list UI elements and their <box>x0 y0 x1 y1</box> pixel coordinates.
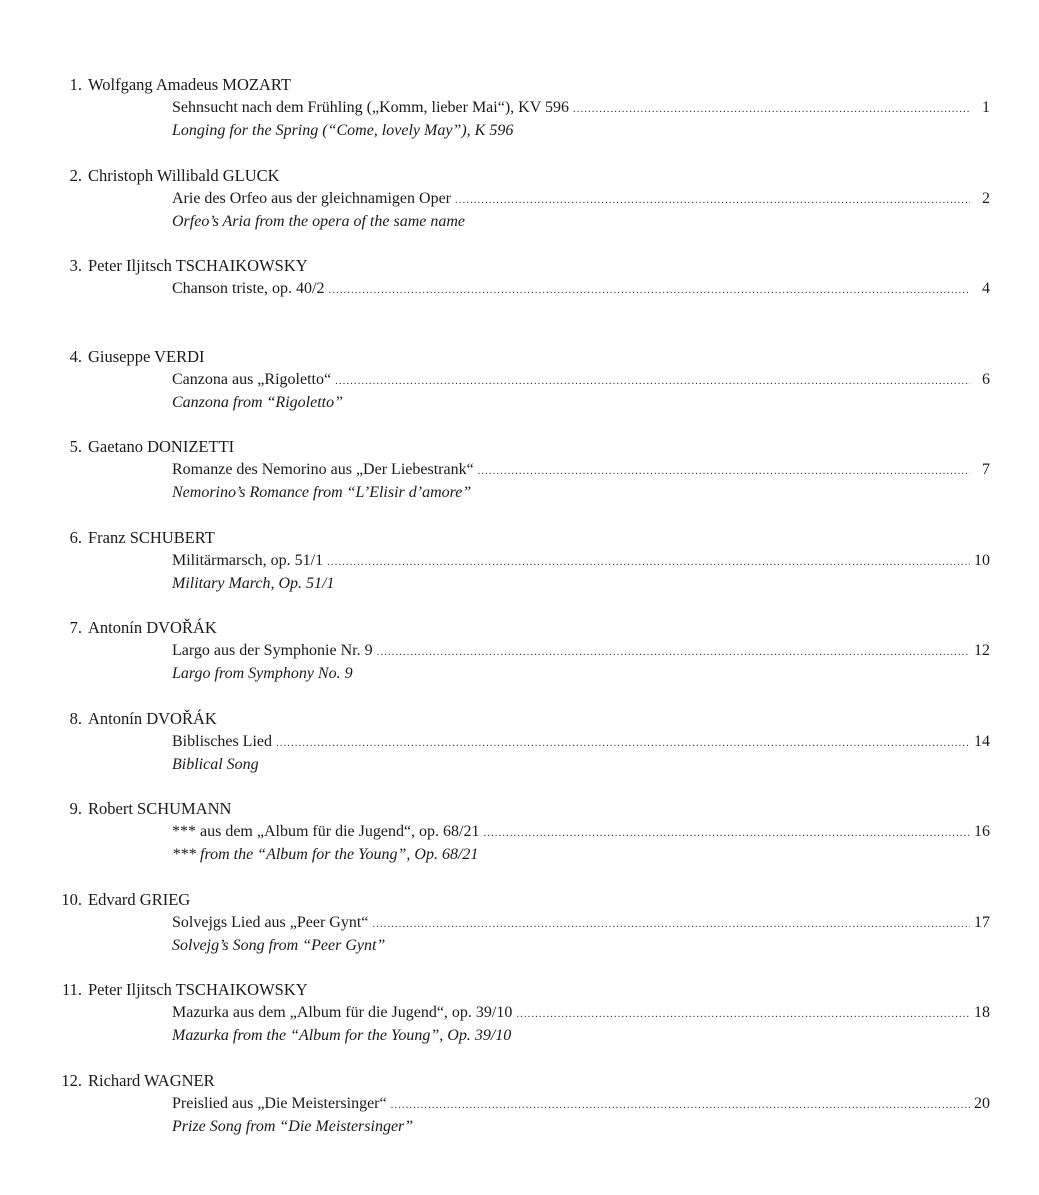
toc-entry <box>0 798 1039 889</box>
composer-name: Antonín DVOŘÁK <box>88 618 217 637</box>
page-number: 18 <box>974 1004 990 1021</box>
table-of-contents <box>0 74 1039 1160</box>
title-row <box>172 550 990 572</box>
title-english: Military March, Op. 51/1 <box>172 574 335 592</box>
title-row <box>172 1002 990 1024</box>
title-row <box>172 459 990 481</box>
composer-line <box>0 617 217 639</box>
toc-entry <box>0 527 1039 618</box>
title-row <box>172 1093 990 1115</box>
toc-entry <box>0 74 1039 165</box>
title-row <box>172 821 990 843</box>
page-number: 2 <box>982 189 990 207</box>
title-english: Solvejg’s Song from “Peer Gynt” <box>172 936 386 954</box>
dot-leader <box>484 822 971 844</box>
composer-line <box>0 165 280 187</box>
title-english: Longing for the Spring (“Come, lovely May”), K 596 <box>172 122 514 139</box>
title-english: Canzona from “Rigoletto” <box>172 393 343 411</box>
page-number: 12 <box>974 642 990 659</box>
title-german: Biblisches Lied <box>172 732 272 750</box>
toc-entry <box>0 346 1039 437</box>
toc-entry <box>0 889 1039 980</box>
title-row <box>172 640 990 662</box>
title-english: Nemorino’s Romance from “L’Elisir d’amore” <box>172 484 472 501</box>
dot-leader <box>377 641 970 663</box>
entry-number: 12. <box>61 1070 82 1090</box>
title-row <box>172 731 990 753</box>
toc-entry <box>0 979 1039 1070</box>
composer-name: Robert SCHUMANN <box>88 799 232 818</box>
page-number: 14 <box>974 732 990 750</box>
dot-leader <box>455 189 970 211</box>
title-german: Sehnsucht nach dem Frühling („Komm, lieber Mai“), KV 596 <box>172 99 569 116</box>
entry-number: 3. <box>69 256 82 275</box>
composer-line <box>0 436 234 458</box>
title-row <box>172 278 990 300</box>
toc-entry <box>0 436 1039 527</box>
entry-number: 5. <box>69 437 82 456</box>
title-english: Biblical Song <box>172 755 259 773</box>
composer-name: Antonín DVOŘÁK <box>88 708 217 728</box>
title-row <box>172 97 990 119</box>
composer-line <box>0 979 308 1001</box>
composer-line <box>0 346 205 368</box>
title-english: Prize Song from “Die Meistersinger” <box>172 1117 414 1135</box>
dot-leader <box>328 279 970 301</box>
title-german: Arie des Orfeo aus der gleichnamigen Oper <box>172 189 451 207</box>
entry-number: 7. <box>69 618 82 637</box>
title-english: Mazurka from the “Album for the Young”, Op. 39/10 <box>172 1027 512 1044</box>
title-german: *** aus dem „Album für die Jugend“, op. 68/21 <box>172 823 480 840</box>
title-german: Militärmarsch, op. 51/1 <box>172 551 324 569</box>
composer-name: Wolfgang Amadeus MOZART <box>88 75 291 94</box>
composer-name: Peter Iljitsch TSCHAIKOWSKY <box>88 256 308 275</box>
composer-line <box>0 1070 215 1092</box>
entry-number: 11. <box>61 980 82 999</box>
page-number: 10 <box>974 551 990 569</box>
toc-entry <box>0 617 1039 708</box>
page-number: 6 <box>982 370 990 388</box>
title-english: Largo from Symphony No. 9 <box>172 665 353 682</box>
title-german: Solvejgs Lied aus „Peer Gynt“ <box>172 913 369 931</box>
title-row <box>172 369 990 391</box>
composer-line <box>0 708 217 730</box>
title-english: *** from the “Album for the Young”, Op. 68/21 <box>172 846 479 863</box>
composer-line <box>0 527 215 549</box>
page-number: 4 <box>982 280 990 297</box>
entry-number: 9. <box>69 799 82 818</box>
composer-line <box>0 74 291 96</box>
title-german: Romanze des Nemorino aus „Der Liebestrank“ <box>172 461 474 478</box>
composer-line <box>0 255 308 277</box>
toc-entry <box>0 255 1039 346</box>
composer-name: Gaetano DONIZETTI <box>88 437 235 456</box>
dot-leader <box>335 370 970 392</box>
composer-name: Christoph Willibald GLUCK <box>88 165 280 185</box>
dot-leader <box>391 1094 970 1116</box>
dot-leader <box>478 460 970 482</box>
toc-entry <box>0 708 1039 799</box>
title-german: Preislied aus „Die Meistersinger“ <box>172 1094 387 1112</box>
composer-name: Peter Iljitsch TSCHAIKOWSKY <box>88 980 308 999</box>
entry-number: 10. <box>61 889 82 909</box>
toc-entry <box>0 1070 1039 1161</box>
page-number: 20 <box>974 1094 990 1112</box>
composer-name: Richard WAGNER <box>88 1070 215 1090</box>
page-number: 17 <box>974 913 990 931</box>
entry-number: 4. <box>69 346 82 366</box>
page-number: 1 <box>982 99 990 116</box>
title-german: Chanson triste, op. 40/2 <box>172 280 325 297</box>
dot-leader <box>372 913 970 935</box>
composer-line <box>0 889 190 911</box>
dot-leader <box>327 551 970 573</box>
dot-leader <box>276 732 970 754</box>
composer-name: Franz SCHUBERT <box>88 527 215 547</box>
entry-number: 2. <box>69 165 82 185</box>
dot-leader <box>516 1003 970 1025</box>
title-german: Mazurka aus dem „Album für die Jugend“, op. 39/10 <box>172 1004 513 1021</box>
dot-leader <box>573 98 970 120</box>
entry-number: 1. <box>69 75 82 94</box>
composer-name: Edvard GRIEG <box>88 889 191 909</box>
title-german: Largo aus der Symphonie Nr. 9 <box>172 642 373 659</box>
page-number: 7 <box>982 461 990 478</box>
page-number: 16 <box>974 823 990 840</box>
title-english: Orfeo’s Aria from the opera of the same name <box>172 212 466 230</box>
toc-entry <box>0 165 1039 256</box>
title-german: Canzona aus „Rigoletto“ <box>172 370 332 388</box>
entry-number: 8. <box>69 708 82 728</box>
entry-number: 6. <box>69 527 82 547</box>
title-row <box>172 188 990 210</box>
title-row <box>172 912 990 934</box>
composer-line <box>0 798 231 820</box>
composer-name: Giuseppe VERDI <box>88 346 205 366</box>
